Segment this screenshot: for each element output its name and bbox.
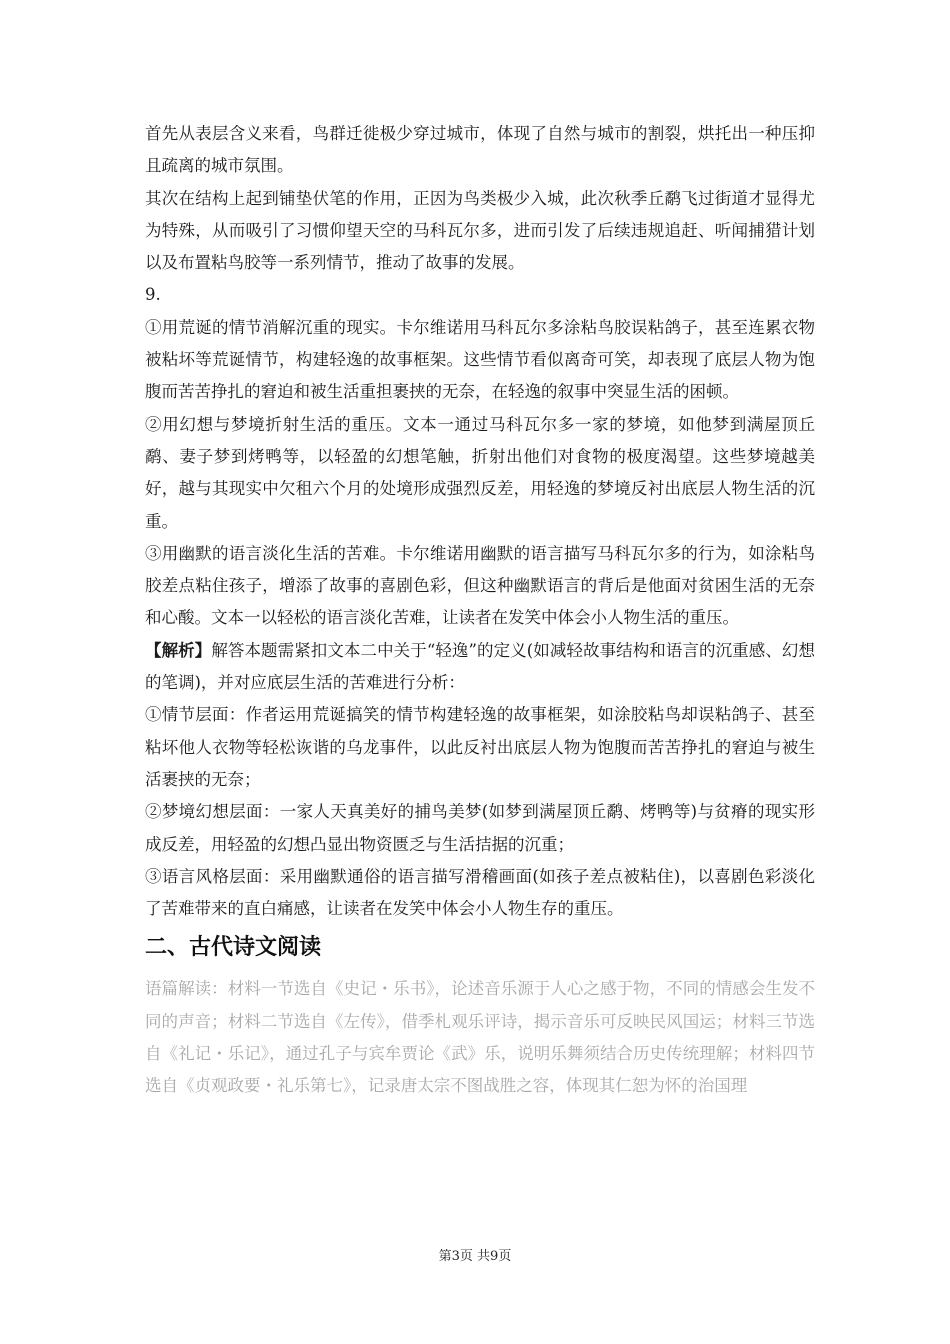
page-content — [145, 118, 815, 1103]
section-heading: 二、古代诗文阅读 — [145, 935, 322, 961]
answer-point-3: ③用幽默的语言淡化生活的苦难。卡尔维诺用幽默的语言描写马科瓦尔多的行为，如涂粘鸟胶差点粘住孩子，增添了故事的喜剧色彩，但这种幽默语言的背后是他面对贫困生活的无奈和心酸。文本一以轻松的语言淡化苦难，让读者在发笑中体会小人物生活的重压。 — [145, 543, 815, 628]
analysis-text: 解答本题需紧扣文本二中关于“轻逸”的定义(如减轻故事结构和语言的沉重感、幻想的笔调)，并对应底层生活的苦难进行分析： — [145, 640, 815, 693]
answer-paragraph-surface-meaning: 首先从表层含义来看，鸟群迁徙极少穿过城市，体现了自然与城市的割裂，烘托出一种压抑且疏离的城市氛围。 — [145, 124, 815, 176]
question-number-9: 9. — [145, 285, 161, 305]
analysis-point-3: ③语言风格层面：采用幽默通俗的语言描写滑稽画面(如孩子差点被粘住)，以喜剧色彩淡化了苦难带来的直白痛感，让读者在发笑中体会小人物生存的重压。 — [145, 866, 815, 919]
analysis-point-1: ①情节层面：作者运用荒诞搞笑的情节构建轻逸的故事框架，如涂胶粘鸟却误粘鸽子、甚至粘坏他人衣物等轻松诙谐的乌龙事件，以此反衬出底层人物为饱腹而苦苦挣扎的窘迫与被生活裹挟的无奈； — [145, 705, 815, 789]
analysis-point-2: ②梦境幻想层面：一家人天真美好的捕鸟美梦(如梦到满屋顶丘鹬、烤鸭等)与贫瘠的现实形成反差，用轻盈的幻想凸显出物资匮乏与生活拮据的沉重； — [145, 802, 815, 854]
reading-note: 语篇解读：材料一节选自《史记・乐书》，论述音乐源于人心之感于物，不同的情感会生发不同的声音；材料二节选自《左传》，借季札观乐评诗，揭示音乐可反映民风国运；材料三节选自《礼记・乐记》，通过孔子与宾牟贾论《武》乐，说明乐舞须结合历史传统理解；材料四节选自《贞观政要・礼乐第七》，记录唐太宗不图战胜之容，体现其仁恕为怀的治国理 — [145, 979, 815, 1096]
analysis-tag: 【解析】 — [145, 640, 212, 660]
answer-point-1: ①用荒诞的情节消解沉重的现实。卡尔维诺用马科瓦尔多涂粘鸟胶误粘鸽子，甚至连累衣物被粘坏等荒诞情节，构建轻逸的故事框架。这些情节看似离奇可笑，却表现了底层人物为饱腹而苦苦挣扎的窘迫和被生活重担裹挟的无奈，在轻逸的叙事中突显生活的困顿。 — [145, 317, 815, 402]
page-footer: 第3页 共9页 — [438, 1249, 512, 1264]
answer-point-2: ②用幻想与梦境折射生活的重压。文本一通过马科瓦尔多一家的梦境，如他梦到满屋顶丘鹬、妻子梦到烤鸭等，以轻盈的幻想笔触，折射出他们对食物的极度渴望。这些梦境越美好，越与其现实中欠租六个月的处境形成强烈反差，用轻逸的梦境反衬出底层人物生活的沉重。 — [145, 414, 815, 531]
analysis-paragraph — [145, 635, 815, 700]
answer-paragraph-structure: 其次在结构上起到铺垫伏笔的作用，正因为鸟类极少入城，此次秋季丘鹬飞过街道才显得尤为特殊，从而吸引了习惯仰望天空的马科瓦尔多，进而引发了后续违规追赶、听闻捕猎计划以及布置粘鸟胶等一系列情节，推动了故事的发展。 — [145, 188, 815, 273]
